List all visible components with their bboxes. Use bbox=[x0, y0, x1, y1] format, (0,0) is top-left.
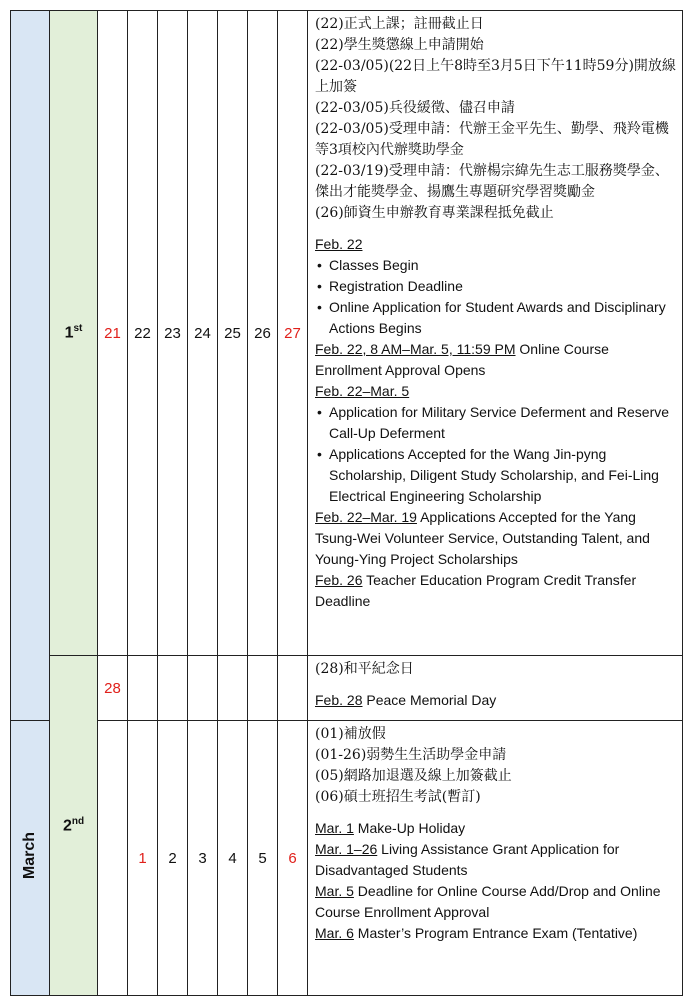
en-note bbox=[315, 234, 678, 255]
en-date: Mar. 1–26 bbox=[315, 841, 378, 857]
zh-note: (22-03/19)受理申請：代辦楊宗緯先生志工服務獎學金、傑出才能獎學金、揚鷹生專題研究學習獎勵金 bbox=[315, 163, 669, 200]
day-cell bbox=[278, 656, 308, 721]
en-text: Master’s Program Entrance Exam (Tentative) bbox=[353, 925, 638, 941]
en-date: Feb. 22–Mar. 5 bbox=[315, 383, 410, 399]
week-2a-notes bbox=[308, 656, 683, 721]
week-number-cell bbox=[50, 656, 98, 996]
day-cell: 5 bbox=[248, 721, 278, 996]
en-note bbox=[315, 818, 678, 839]
week-2-row-a bbox=[11, 656, 683, 721]
en-bullet: • Online Application for Student Awards and Disciplinary Actions Begins bbox=[315, 297, 678, 339]
month-label: March bbox=[21, 831, 38, 880]
day-cell: 23 bbox=[158, 11, 188, 656]
en-date: Mar. 5 bbox=[315, 883, 354, 899]
zh-note: (22-03/05)兵役緩徵、儘召申請 bbox=[315, 100, 515, 116]
en-note bbox=[315, 507, 678, 570]
week-number: 2 bbox=[62, 817, 72, 835]
week-2-row-b bbox=[11, 721, 683, 996]
zh-note: (05)網路加退選及線上加簽截止 bbox=[315, 768, 512, 784]
en-date: Feb. 26 bbox=[315, 572, 363, 588]
en-text: Teacher Education Program Credit Transfer Deadline bbox=[315, 572, 637, 609]
week-1-row bbox=[11, 11, 683, 656]
day-cell bbox=[98, 721, 128, 996]
day-cell: 27 bbox=[278, 11, 308, 656]
en-note bbox=[315, 839, 678, 881]
day-cell: 26 bbox=[248, 11, 278, 656]
en-bullet: • Application for Military Service Deferment and Reserve Call-Up Deferment bbox=[315, 402, 678, 444]
en-note bbox=[315, 339, 678, 381]
en-text: Deadline for Online Course Add/Drop and Online Course Enrollment Approval bbox=[315, 883, 661, 920]
month-cell-previous bbox=[11, 11, 50, 721]
en-note bbox=[315, 923, 678, 944]
en-date: Feb. 22, 8 AM–Mar. 5, 11:59 PM bbox=[315, 341, 516, 357]
day-cell: 6 bbox=[278, 721, 308, 996]
en-note bbox=[315, 570, 678, 612]
en-bullet: • Applications Accepted for the Wang Jin-pyng Scholarship, Diligent Study Scholarship, and Fei-Ling Electrical Engineering Scholarship bbox=[315, 444, 678, 507]
zh-note: (22-03/05)受理申請：代辦王金平先生、勤學、飛羚電機等3項校內代辦獎助學金 bbox=[315, 121, 669, 158]
day-cell: 21 bbox=[98, 11, 128, 656]
zh-note: (06)碩士班招生考試(暫訂) bbox=[315, 789, 481, 805]
day-cell bbox=[158, 656, 188, 721]
zh-note: (22)學生獎懲線上申請開始 bbox=[315, 37, 484, 53]
zh-note: (22-03/05)(22日上午8時至3月5日下午11時59分)開放線上加簽 bbox=[315, 58, 676, 95]
zh-note: (01)補放假 bbox=[315, 726, 386, 742]
day-cell: 3 bbox=[188, 721, 218, 996]
week-suffix: nd bbox=[71, 815, 85, 827]
week-suffix: st bbox=[73, 323, 83, 335]
day-cell: 24 bbox=[188, 11, 218, 656]
day-cell bbox=[188, 656, 218, 721]
day-cell: 2 bbox=[158, 721, 188, 996]
day-cell bbox=[248, 656, 278, 721]
day-cell: 22 bbox=[128, 11, 158, 656]
zh-note: (28)和平紀念日 bbox=[315, 661, 414, 677]
day-cell: 4 bbox=[218, 721, 248, 996]
zh-note: (26)師資生申辦教育專業課程抵免截止 bbox=[315, 205, 554, 221]
en-note bbox=[315, 690, 678, 711]
en-note bbox=[315, 881, 678, 923]
day-cell: 1 bbox=[128, 721, 158, 996]
en-date: Feb. 22 bbox=[315, 236, 363, 252]
en-note bbox=[315, 381, 678, 402]
en-date: Mar. 6 bbox=[315, 925, 354, 941]
en-text: Make-Up Holiday bbox=[353, 820, 466, 836]
week-number: 1 bbox=[64, 324, 74, 342]
en-bullet: • Classes Begin bbox=[315, 255, 678, 276]
en-bullet: • Registration Deadline bbox=[315, 276, 678, 297]
day-cell bbox=[128, 656, 158, 721]
zh-note: (22)正式上課；註冊截止日 bbox=[315, 16, 484, 32]
en-date: Feb. 22–Mar. 19 bbox=[315, 509, 417, 525]
en-bullet-list bbox=[315, 255, 678, 339]
en-text: Peace Memorial Day bbox=[362, 692, 497, 708]
en-bullet-list bbox=[315, 402, 678, 507]
day-cell: 28 bbox=[98, 656, 128, 721]
week-2b-notes bbox=[308, 721, 683, 996]
month-cell bbox=[11, 721, 50, 996]
week-1-notes bbox=[308, 11, 683, 656]
day-cell bbox=[218, 656, 248, 721]
en-date: Feb. 28 bbox=[315, 692, 363, 708]
zh-note: (01-26)弱勢生生活助學金申請 bbox=[315, 747, 507, 763]
week-number-cell bbox=[50, 11, 98, 656]
en-text: Living Assistance Grant Application for Disadvantaged Students bbox=[315, 841, 620, 878]
en-date: Mar. 1 bbox=[315, 820, 354, 836]
en-text: Online Course Enrollment Approval Opens bbox=[315, 341, 609, 378]
day-cell: 25 bbox=[218, 11, 248, 656]
academic-calendar-table bbox=[10, 10, 683, 996]
en-text: Applications Accepted for the Yang Tsung-Wei Volunteer Service, Outstanding Talent, and Young-Ying Project Scholarships bbox=[315, 509, 650, 567]
